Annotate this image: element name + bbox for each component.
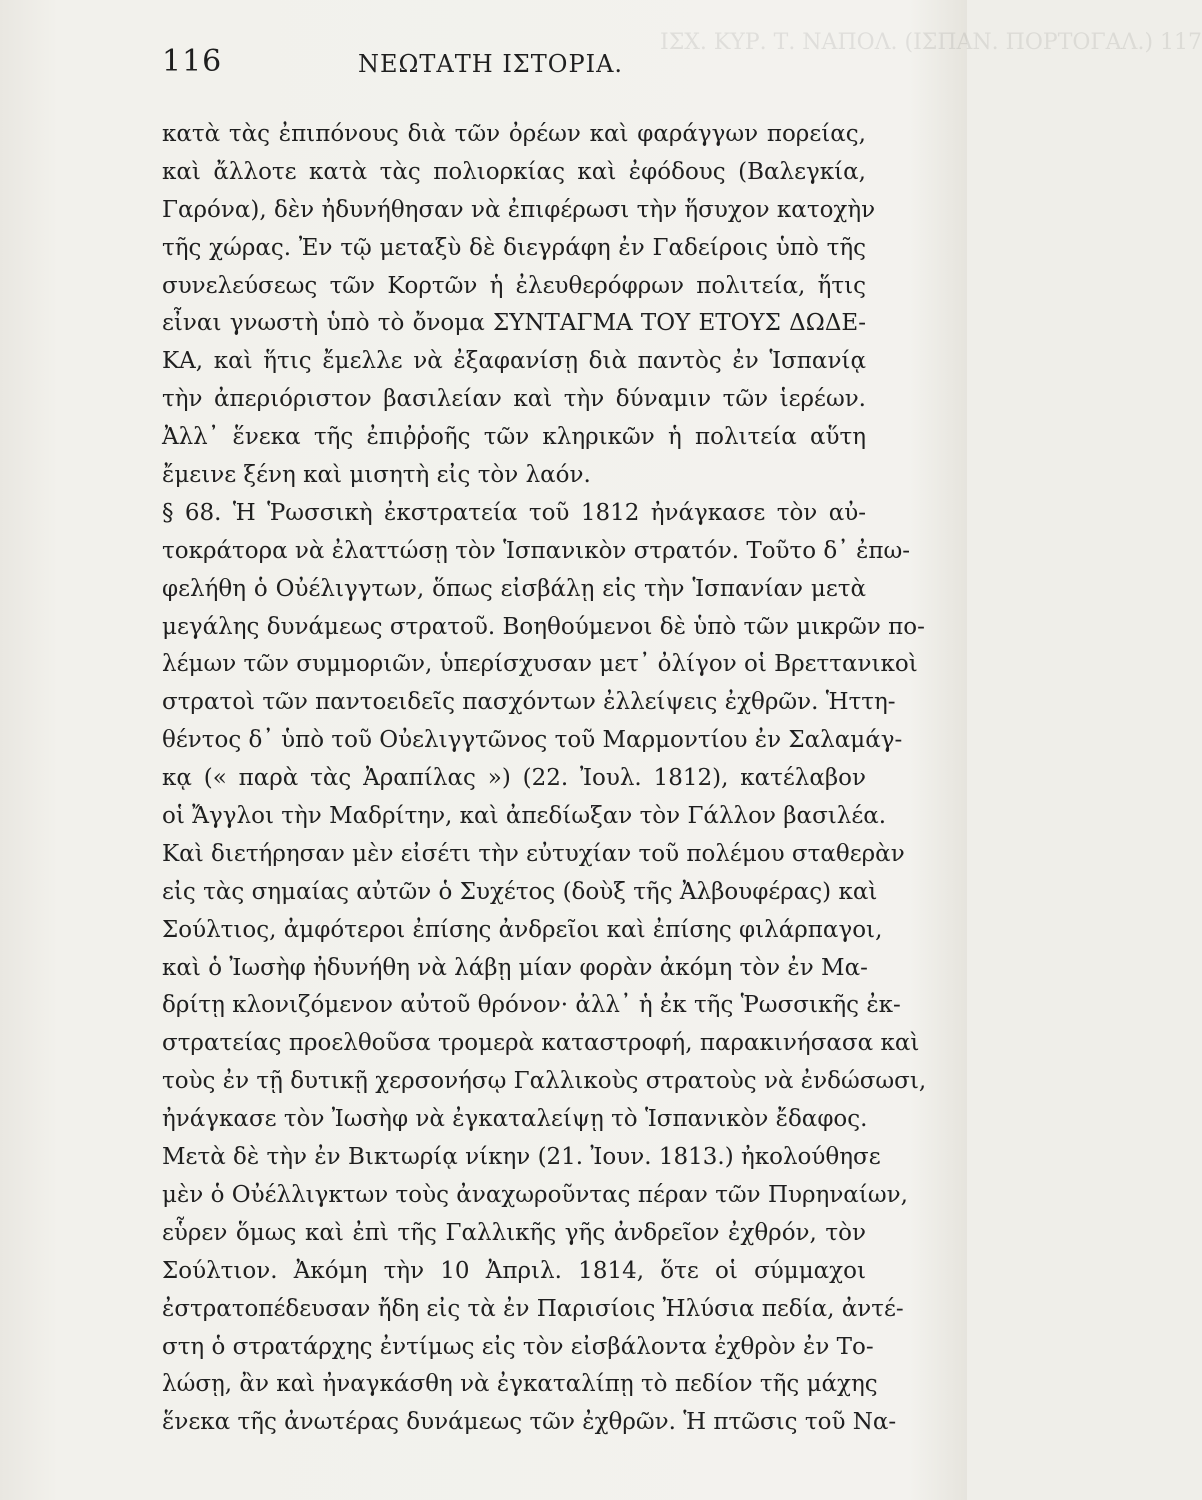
running-title: ΝΕΩΤΑΤΗ ΙΣΤΟΡΙΑ.	[358, 50, 624, 78]
text-line: μεγάλης δυνάμεως στρατοῦ. Βοηθούμενοι δὲ ὑπὸ τῶν μικρῶν πο-	[162, 613, 925, 640]
text-line: Σούλτιον. Ἀκόμη τὴν 10 Ἀπριλ. 1814, ὅτε οἱ σύμμαχοι	[162, 1257, 866, 1284]
text-line: εἰς τὰς σημαίας αὐτῶν ὁ Συχέτος (δοὺξ τῆς Ἀλβουφέρας) καὶ	[162, 878, 878, 905]
text-line: ἠνάγκασε τὸν Ἰωσὴφ νὰ ἐγκαταλείψῃ τὸ Ἱσπανικὸν ἔδαφος.	[162, 1106, 868, 1133]
text-line: τοὺς ἐν τῇ δυτικῇ χερσονήσῳ Γαλλικοὺς στρατοὺς νὰ ἐνδώσωσι,	[162, 1068, 927, 1095]
text-line: τῆς χώρας. Ἐν τῷ μεταξὺ δὲ διεγράφη ἐν Γαδείροις ὑπὸ τῆς	[162, 234, 866, 261]
text-line: θέντος δ᾽ ὑπὸ τοῦ Οὐελιγγτῶνος τοῦ Μαρμοντίου ἐν Σαλαμάγ-	[162, 727, 903, 754]
text-line: φελήθη ὁ Οὐέλιγγτων, ὅπως εἰσβάλῃ εἰς τὴν Ἱσπανίαν μετὰ	[162, 575, 866, 602]
text-line: τὴν ἀπεριόριστον βασιλείαν καὶ τὴν δύναμιν τῶν ἱερέων.	[162, 386, 866, 413]
text-line: τοκράτορα νὰ ἐλαττώσῃ τὸν Ἱσπανικὸν στρατόν. Τοῦτο δ᾽ ἐπω-	[162, 537, 911, 564]
text-line: στη ὁ στρατάρχης ἐντίμως εἰς τὸν εἰσβάλοντα ἐχθρὸν ἐν Το-	[162, 1333, 874, 1360]
text-line: ΚΑ, καὶ ἥτις ἔμελλε νὰ ἐξαφανίσῃ διὰ παντὸς ἐν Ἱσπανίᾳ	[162, 348, 866, 375]
text-line: καὶ ἄλλοτε κατὰ τὰς πολιορκίας καὶ ἐφόδους (Βαλεγκία,	[162, 158, 866, 185]
body-text	[162, 116, 927, 1442]
text-line: Καὶ διετήρησαν μὲν εἰσέτι τὴν εὐτυχίαν τοῦ πολέμου σταθερὰν	[162, 840, 905, 867]
text-line: μὲν ὁ Οὐέλλιγκτων τοὺς ἀναχωροῦντας πέραν τῶν Πυρηναίων,	[162, 1181, 908, 1208]
text-line: οἱ Ἄγγλοι τὴν Μαδρίτην, καὶ ἀπεδίωξαν τὸν Γάλλον βασιλέα.	[162, 803, 887, 830]
text-line: ἕνεκα τῆς ἀνωτέρας δυνάμεως τῶν ἐχθρῶν. Ἡ πτῶσις τοῦ Να-	[162, 1409, 897, 1436]
text-line: δρίτῃ κλονιζόμενον αὐτοῦ θρόνον· ἀλλ᾽ ἡ ἐκ τῆς Ῥωσσικῆς ἐκ-	[162, 992, 901, 1019]
text-line: λώσῃ, ἂν καὶ ἠναγκάσθη νὰ ἐγκαταλίπῃ τὸ πεδίον τῆς μάχης	[162, 1371, 878, 1398]
text-line: στρατείας προελθοῦσα τρομερὰ καταστροφή, παρακινήσασα καὶ	[162, 1030, 920, 1057]
text-line: κᾳ (« παρὰ τὰς Ἀραπίλας ») (22. Ἰουλ. 1812), κατέλαβον	[162, 765, 866, 792]
text-line: καὶ ὁ Ἰωσὴφ ἠδυνήθη νὰ λάβῃ μίαν φορὰν ἀκόμη τὸν ἐν Μα-	[162, 954, 868, 981]
text-line: Μετὰ δὲ τὴν ἐν Βικτωρίᾳ νίκην (21. Ἰουν. 1813.) ἠκολούθησε	[162, 1144, 881, 1171]
text-line: Ἀλλ᾽ ἕνεκα τῆς ἐπιῤῥοῆς τῶν κληρικῶν ἡ πολιτεία αὕτη	[162, 424, 866, 451]
text-line: λέμων τῶν συμμοριῶν, ὑπερίσχυσαν μετ᾽ ὀλίγον οἱ Βρεττανικοὶ	[162, 651, 918, 678]
page-number: 116	[162, 44, 223, 79]
text-line: κατὰ τὰς ἐπιπόνους διὰ τῶν ὀρέων καὶ φαράγγων πορείας,	[162, 121, 866, 147]
text-line: εἶναι γνωστὴ ὑπὸ τὸ ὄνομα ΣΥΝΤΑΓΜΑ ΤΟΥ ΕΤΟΥΣ ΔΩΔΕ-	[162, 310, 866, 337]
text-line: ἐστρατοπέδευσαν ἤδη εἰς τὰ ἐν Παρισίοις Ἠλύσια πεδία, ἀντέ-	[162, 1295, 904, 1322]
text-line: Γαρόνα), δὲν ἠδυνήθησαν νὰ ἐπιφέρωσι τὴν ἥσυχον κατοχὴν	[162, 196, 876, 223]
text-line: στρατοὶ τῶν παντοειδεῖς πασχόντων ἐλλείψεις ἐχθρῶν. Ἡττη-	[162, 689, 896, 716]
text-line: συνελεύσεως τῶν Κορτῶν ἡ ἐλευθερόφρων πολιτεία, ἥτις	[162, 272, 866, 299]
page-header	[162, 44, 852, 84]
bleed-through-text: ΙΣΧ. ΚΥΡ. Τ. ΝΑΠΟΛ. (ΙΣΠΑΝ. ΠΟΡΤΟΓΑΛ.) 117	[660, 30, 1202, 55]
text-line: εὗρεν ὅμως καὶ ἐπὶ τῆς Γαλλικῆς γῆς ἀνδρεῖον ἐχθρόν, τὸν	[162, 1219, 866, 1246]
paragraph-end-line: ἔμεινε ξένη καὶ μισητὴ εἰς τὸν λαόν.	[162, 462, 591, 489]
section-68-first-line: § 68. Ἡ Ῥωσσικὴ ἐκστρατεία τοῦ 1812 ἠνάγκασε τὸν αὐ-	[162, 499, 866, 526]
text-line: Σούλτιος, ἀμφότεροι ἐπίσης ἀνδρεῖοι καὶ ἐπίσης φιλάρπαγοι,	[162, 916, 883, 943]
